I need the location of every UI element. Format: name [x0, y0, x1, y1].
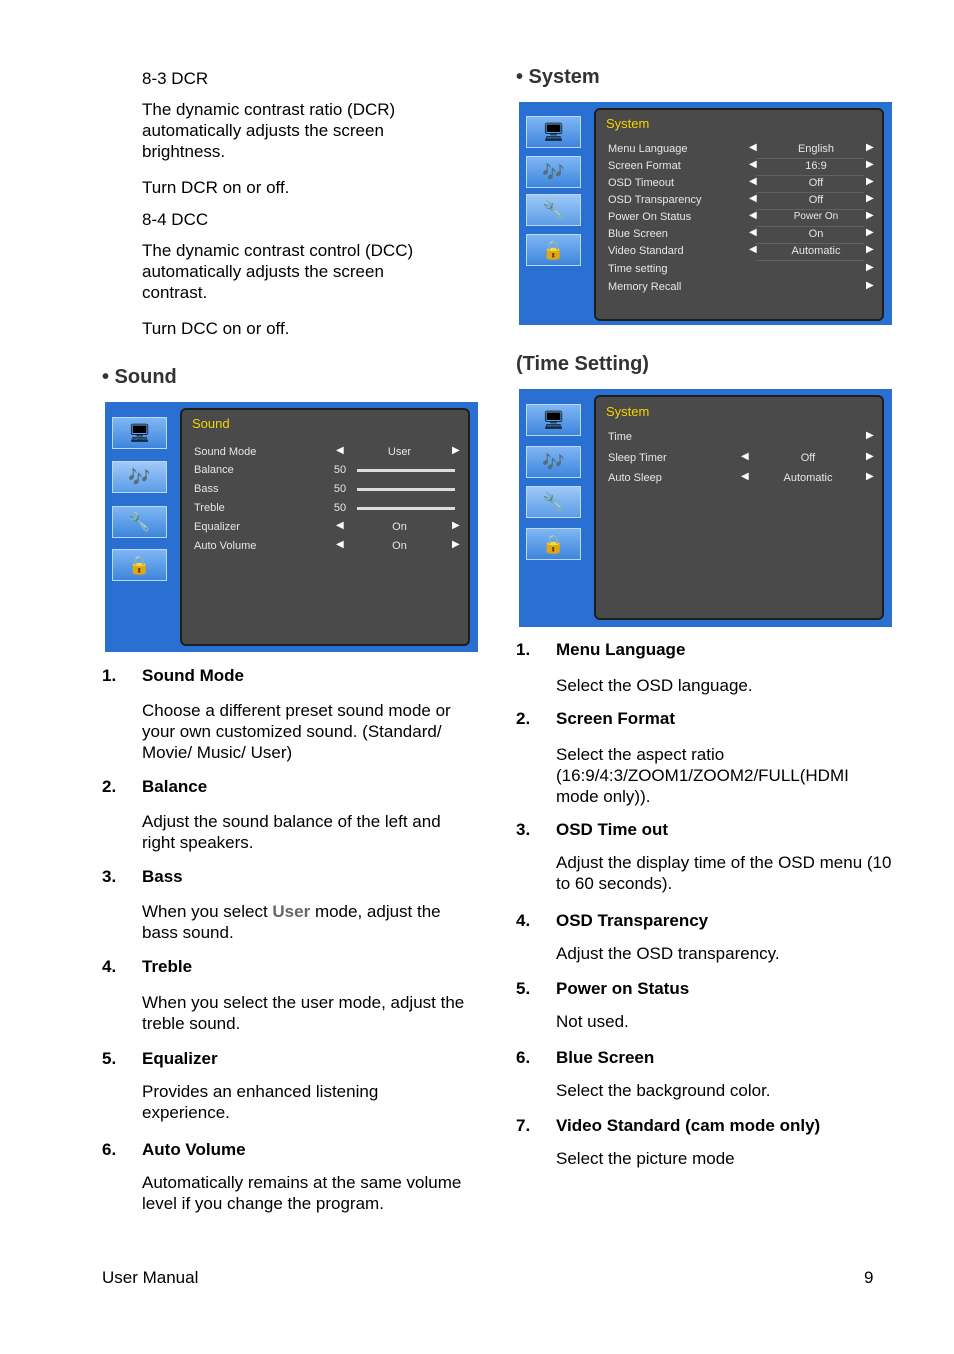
time-setting-heading: (Time Setting)	[516, 353, 649, 375]
dcr-turn-text: Turn DCR on or off.	[142, 178, 290, 197]
tools-icon: 🔧	[112, 506, 167, 538]
item-number: 5.	[516, 979, 531, 998]
sound-row	[182, 500, 468, 518]
item-number: 7.	[516, 1116, 531, 1135]
monitor-icon: 🖥	[526, 116, 581, 148]
left-arrow-icon: ◀	[749, 210, 757, 221]
system-row	[596, 209, 882, 227]
system-row	[596, 261, 882, 279]
right-arrow-icon: ▶	[866, 142, 874, 153]
item-description	[142, 901, 472, 943]
row-value: Automatic	[783, 472, 833, 484]
sound-row	[182, 462, 468, 480]
row-label: Treble	[194, 502, 225, 514]
sound-heading: • Sound	[102, 366, 177, 388]
row-label: OSD Timeout	[608, 177, 675, 189]
item-description: Select the background color.	[556, 1081, 771, 1100]
item-number: 2.	[516, 709, 531, 728]
sound-row	[182, 481, 468, 499]
item-title: Equalizer	[142, 1049, 218, 1068]
item-title: Auto Volume	[142, 1140, 246, 1159]
item-description: Automatically remains at the same volume level if you change the program.	[142, 1173, 462, 1213]
slider-bar	[357, 488, 455, 491]
slider-bar	[357, 507, 455, 510]
right-arrow-icon: ▶	[866, 451, 874, 462]
right-arrow-icon: ▶	[866, 193, 874, 204]
description-text: When you select	[142, 902, 273, 921]
item-description: Select the picture mode	[556, 1149, 735, 1168]
system-row	[596, 226, 882, 244]
time-row	[596, 470, 882, 488]
system-row	[596, 279, 882, 297]
row-label: Power On Status	[608, 211, 692, 223]
time-setting-osd-screenshot	[519, 389, 892, 627]
left-arrow-icon: ◀	[749, 159, 757, 170]
left-arrow-icon: ◀	[749, 227, 757, 238]
item-description: Provides an enhanced listening experience.	[142, 1082, 379, 1122]
sound-menu-title: Sound	[192, 416, 230, 431]
row-label: Video Standard	[608, 245, 684, 257]
system-heading: • System	[516, 66, 600, 88]
left-arrow-icon: ◀	[749, 244, 757, 255]
row-label: Menu Language	[608, 143, 688, 155]
lock-icon: 🔒	[526, 528, 581, 560]
left-arrow-icon: ◀	[336, 539, 344, 550]
row-label: Blue Screen	[608, 228, 668, 240]
system-row	[596, 141, 882, 159]
system-menu-title: System	[606, 116, 650, 131]
item-description: Select the OSD language.	[556, 676, 753, 695]
sound-icon: 🎶	[526, 156, 581, 188]
row-label: Time	[608, 431, 633, 443]
footer-label: User Manual	[102, 1268, 199, 1287]
right-arrow-icon: ▶	[452, 539, 460, 550]
right-arrow-icon: ▶	[452, 520, 460, 531]
dcr-heading: 8-3 DCR	[142, 69, 209, 88]
row-value: Off	[808, 194, 824, 206]
sound-row	[182, 538, 468, 556]
row-label: Balance	[194, 464, 234, 476]
item-description: Select the aspect ratio (16:9/4:3/ZOOM1/ZOOM2/FULL(HDMI mode only)).	[556, 745, 849, 806]
item-title: Video Standard (cam mode only)	[556, 1116, 821, 1135]
row-value: 50	[333, 464, 347, 476]
right-arrow-icon: ▶	[866, 176, 874, 187]
row-label: Time setting	[608, 263, 668, 275]
system-menu-panel	[594, 108, 884, 321]
dcc-heading: 8-4 DCC	[142, 210, 209, 229]
row-value: Off	[800, 452, 816, 464]
row-value: On	[808, 228, 824, 240]
monitor-icon: 🖥	[112, 417, 167, 449]
left-arrow-icon: ◀	[336, 520, 344, 531]
time-menu-title: System	[606, 404, 650, 419]
highlighted-term: User	[272, 902, 311, 921]
time-row	[596, 450, 882, 468]
item-number: 3.	[102, 867, 117, 886]
item-number: 2.	[102, 777, 117, 796]
lock-icon: 🔒	[112, 549, 167, 581]
item-title: OSD Transparency	[556, 911, 709, 930]
row-value: On	[392, 540, 407, 552]
time-menu-panel	[594, 395, 884, 620]
row-value: 16:9	[805, 160, 827, 172]
item-title: Screen Format	[556, 709, 676, 728]
row-value: User	[387, 446, 412, 458]
left-arrow-icon: ◀	[749, 193, 757, 204]
row-value: Off	[808, 177, 824, 189]
right-arrow-icon: ▶	[866, 244, 874, 255]
item-title: Blue Screen	[556, 1048, 655, 1067]
item-number: 6.	[516, 1048, 531, 1067]
right-arrow-icon: ▶	[866, 430, 874, 441]
row-value: 50	[333, 483, 347, 495]
row-label: OSD Transparency	[608, 194, 702, 206]
dcc-turn-text: Turn DCC on or off.	[142, 319, 290, 338]
sound-icon: 🎶	[526, 446, 581, 478]
system-row	[596, 175, 882, 193]
row-label: Memory Recall	[608, 281, 682, 293]
item-description: Not used.	[556, 1012, 629, 1031]
sound-icon: 🎶	[112, 461, 167, 493]
item-number: 5.	[102, 1049, 117, 1068]
item-title: Bass	[142, 867, 183, 886]
row-value: 50	[333, 502, 347, 514]
right-arrow-icon: ▶	[866, 159, 874, 170]
item-title: Menu Language	[556, 640, 686, 659]
system-row	[596, 243, 882, 261]
right-arrow-icon: ▶	[452, 445, 460, 456]
right-arrow-icon: ▶	[866, 262, 874, 273]
lock-icon: 🔒	[526, 234, 581, 266]
slider-bar	[357, 469, 455, 472]
item-description: Adjust the sound balance of the left and right speakers.	[142, 812, 441, 852]
description-text: mode, adjust the bass sound.	[142, 902, 441, 942]
page-number: 9	[864, 1268, 874, 1287]
left-arrow-icon: ◀	[749, 142, 757, 153]
tools-icon: 🔧	[526, 486, 581, 518]
row-value: English	[797, 143, 835, 155]
row-label: Sleep Timer	[608, 452, 667, 464]
dcr-description: The dynamic contrast ratio (DCR) automatically adjusts the screen brightness.	[142, 100, 396, 161]
row-label: Screen Format	[608, 160, 681, 172]
right-arrow-icon: ▶	[866, 227, 874, 238]
row-value: Power On	[793, 211, 839, 222]
left-arrow-icon: ◀	[741, 471, 749, 482]
item-number: 3.	[516, 820, 531, 839]
item-title: Balance	[142, 777, 208, 796]
row-label: Bass	[194, 483, 219, 495]
item-description: When you select the user mode, adjust the treble sound.	[142, 993, 465, 1033]
left-arrow-icon: ◀	[741, 451, 749, 462]
item-description: Adjust the OSD transparency.	[556, 944, 780, 963]
item-title: OSD Time out	[556, 820, 669, 839]
sound-osd-screenshot	[105, 402, 478, 652]
left-arrow-icon: ◀	[749, 176, 757, 187]
item-number: 1.	[102, 666, 117, 685]
time-row	[596, 429, 882, 447]
item-number: 4.	[516, 911, 531, 930]
right-arrow-icon: ▶	[866, 280, 874, 291]
tools-icon: 🔧	[526, 194, 581, 226]
row-label: Auto Volume	[194, 540, 257, 552]
dcc-description: The dynamic contrast control (DCC) automatically adjusts the screen contrast.	[142, 241, 414, 302]
system-row	[596, 192, 882, 210]
sound-menu-panel	[180, 408, 470, 646]
row-value: On	[392, 521, 407, 533]
item-number: 6.	[102, 1140, 117, 1159]
row-value: Automatic	[791, 245, 841, 257]
right-arrow-icon: ▶	[866, 471, 874, 482]
system-row	[596, 158, 882, 176]
item-title: Treble	[142, 957, 193, 976]
item-title: Sound Mode	[142, 666, 244, 685]
item-number: 4.	[102, 957, 117, 976]
row-label: Equalizer	[194, 521, 240, 533]
item-description: Choose a different preset sound mode or your own customized sound. (Standard/ Movie/ Music/ User)	[142, 701, 451, 762]
row-label: Sound Mode	[194, 446, 257, 458]
row-label: Auto Sleep	[608, 472, 662, 484]
sound-row	[182, 444, 468, 462]
item-title: Power on Status	[556, 979, 690, 998]
item-number: 1.	[516, 640, 531, 659]
monitor-icon: 🖥	[526, 404, 581, 436]
system-osd-screenshot	[519, 102, 892, 325]
left-arrow-icon: ◀	[336, 445, 344, 456]
right-arrow-icon: ▶	[866, 210, 874, 221]
sound-row	[182, 519, 468, 537]
item-description: Adjust the display time of the OSD menu (10 to 60 seconds).	[556, 853, 892, 893]
